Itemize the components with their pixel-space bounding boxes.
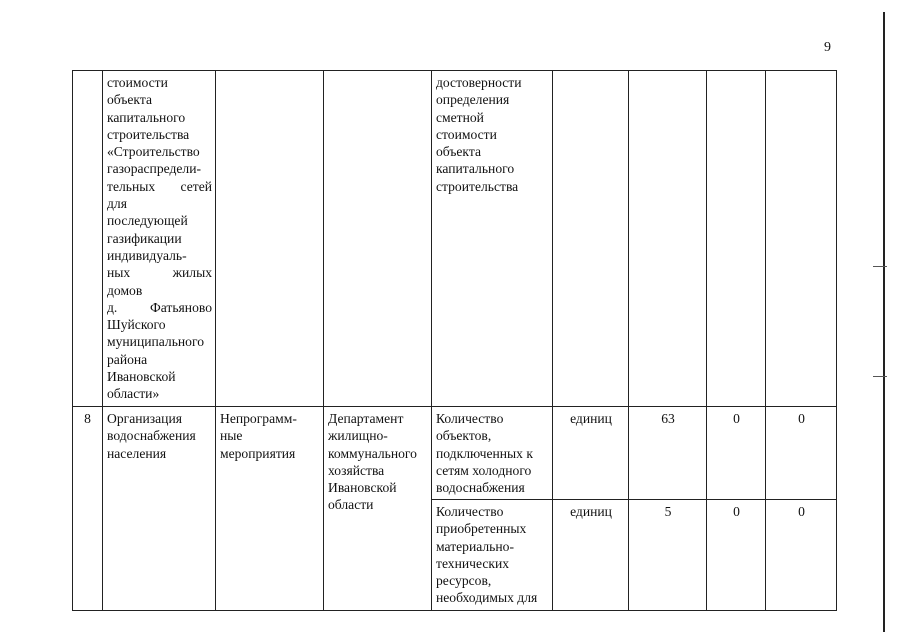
object-line: Ивановской xyxy=(107,369,176,385)
object-line: объекта xyxy=(107,92,153,108)
page-number: 9 xyxy=(824,40,831,55)
object-line: Шуйского xyxy=(107,317,166,333)
object-line: д. Фатьяново xyxy=(107,299,212,315)
table-row xyxy=(73,71,837,407)
object-line: ных жилых xyxy=(107,265,212,281)
cell-value-1 xyxy=(629,71,707,407)
cell-value-1: 5 xyxy=(629,500,707,611)
cell-value-2: 0 xyxy=(707,500,766,611)
object-line: «Строительство xyxy=(107,144,200,160)
cell-unit: единиц xyxy=(553,500,629,611)
cell-unit: единиц xyxy=(553,407,629,500)
object-line: стоимости xyxy=(107,75,168,90)
table-row xyxy=(73,407,837,500)
cell-unit xyxy=(553,71,629,407)
object-line: газораспредели- xyxy=(107,161,202,177)
object-line: области» xyxy=(107,386,160,402)
object-line: муниципального xyxy=(107,334,205,350)
cell-executor xyxy=(324,71,432,407)
object-line: домов xyxy=(107,282,143,298)
cell-value-1: 63 xyxy=(629,407,707,500)
object-line: района xyxy=(107,351,148,367)
cell-number xyxy=(73,71,103,407)
cell-indicator: достоверности определения сметной стоимости объекта капитального строительства xyxy=(432,71,553,407)
cell-event-name: Организация водоснабжения населения xyxy=(103,407,216,611)
cell-object-name xyxy=(103,71,216,407)
object-line: строительства xyxy=(107,126,190,142)
row-number: 8 xyxy=(73,407,103,611)
margin-rule xyxy=(883,12,885,632)
object-line: газификации xyxy=(107,230,182,246)
object-line: индивидуаль- xyxy=(107,247,187,263)
margin-mark xyxy=(873,376,887,377)
object-line: тельных сетей xyxy=(107,178,212,194)
object-line: для xyxy=(107,196,127,212)
cell-indicator: Количество приобретенных материально- технических ресурсов, необходимых для xyxy=(432,500,553,611)
cell-value-2: 0 xyxy=(707,407,766,500)
object-line: последующей xyxy=(107,213,188,229)
cell-value-3: 0 xyxy=(766,407,837,500)
cell-program: Непрограмм- ные мероприятия xyxy=(216,407,324,611)
cell-program xyxy=(216,71,324,407)
data-table xyxy=(72,70,837,611)
cell-value-2 xyxy=(707,71,766,407)
cell-indicator: Количество объектов, подключенных к сетям холодного водоснабжения xyxy=(432,407,553,500)
cell-value-3: 0 xyxy=(766,500,837,611)
cell-executor: Департамент жилищно- коммунального хозяйства Ивановской области xyxy=(324,407,432,611)
cell-value-3 xyxy=(766,71,837,407)
object-line: капитального xyxy=(107,109,186,125)
margin-mark xyxy=(873,266,887,267)
